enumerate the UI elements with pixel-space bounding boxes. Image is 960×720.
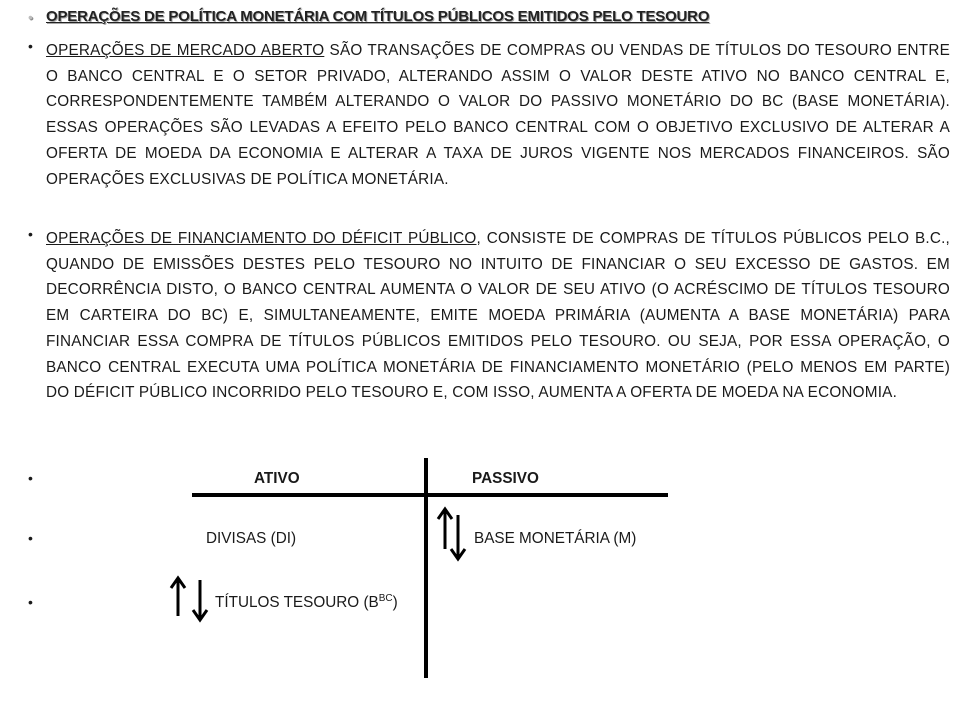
term-open-market: OPERAÇÕES DE MERCADO ABERTO [46,42,325,59]
divisas-label: DIVISAS (DI) [206,530,297,547]
paragraph-text: , CONSISTE DE COMPRAS DE TÍTULOS PÚBLICOS PELO B.C., QUANDO DE EMISSÕES DESTES PELO TESOURO NO INTUITO DE FINANCIAR O SEU EXCESSO DE GASTOS. EM DECORRÊNCIA DISTO, O BANCO CENTRAL AUMENTA O VALOR DE SEU ATIVO (O ACRÉSCIMO DE TÍTULOS TESOURO EM CARTEIRA DO BC) E, SIMULTANEAMENTE, EMITE MOEDA PRIMÁRIA (AUMENTA A BASE MONETÁRIA) PARA FINANCIAR ESSA COMPRA DE TÍTULOS PÚBLICOS EMITIDOS PELO TESOURO. OU SEJA, POR ESSA OPERAÇÃO, O BANCO CENTRAL EXECUTA UMA POLÍTICA MONETÁRIA DE FINANCIAMENTO MONETÁRIO (PELO MENOS EM PARTE) DO DÉFICIT PÚBLICO INCORRIDO PELO TESOURO E, COM ISSO, AUMENTA A OFERTA DE MOEDA NA ECONOMIA. [46,230,950,402]
title-block [28,8,938,25]
t-account-horizontal-line [192,493,668,497]
t-account-vertical-line [424,458,428,678]
bullet: • [28,38,33,54]
titulos-tesouro-label: TÍTULOS TESOURO $(B^{BC})$ [215,592,398,611]
bullet: • [28,226,33,242]
up-down-arrows-icon [436,505,466,565]
paragraph-deficit-financing [28,226,950,406]
up-down-arrows-icon [168,574,208,624]
bullet: • [28,530,33,546]
passivo-header: PASSIVO [472,470,539,487]
ativo-header: ATIVO [254,470,300,487]
base-monetaria-label: BASE MONETÁRIA (M) [474,530,637,547]
page-title: OPERAÇÕES DE POLÍTICA MONETÁRIA COM TÍTULOS PÚBLICOS EMITIDOS PELO TESOURO [46,8,710,25]
term-deficit-financing: OPERAÇÕES DE FINANCIAMENTO DO DÉFICIT PÚBLICO [46,230,477,247]
bullet: • [28,594,33,610]
paragraph-text: SÃO TRANSAÇÕES DE COMPRAS OU VENDAS DE TÍTULOS DO TESOURO ENTRE O BANCO CENTRAL E O SETOR PRIVADO, ALTERANDO ASSIM O VALOR DESTE ATIVO NO BANCO CENTRAL E, CORRESPONDENTEMENTE TAMBÉM ALTERANDO O VALOR DO PASSIVO MONETÁRIO DO BC (BASE MONETÁRIA). ESSAS OPERAÇÕES SÃO LEVADAS A EFEITO PELO BANCO CENTRAL COM O OBJETIVO EXCLUSIVO DE ALTERAR A OFERTA DE MOEDA DA ECONOMIA E ALTERAR A TAXA DE JUROS VIGENTE NOS MERCADOS FINANCEIROS. SÃO OPERAÇÕES EXCLUSIVAS DE POLÍTICA MONETÁRIA. [46,42,950,188]
paragraph-open-market [28,38,950,192]
bullet: • [28,470,33,486]
bullet: • [28,9,33,25]
